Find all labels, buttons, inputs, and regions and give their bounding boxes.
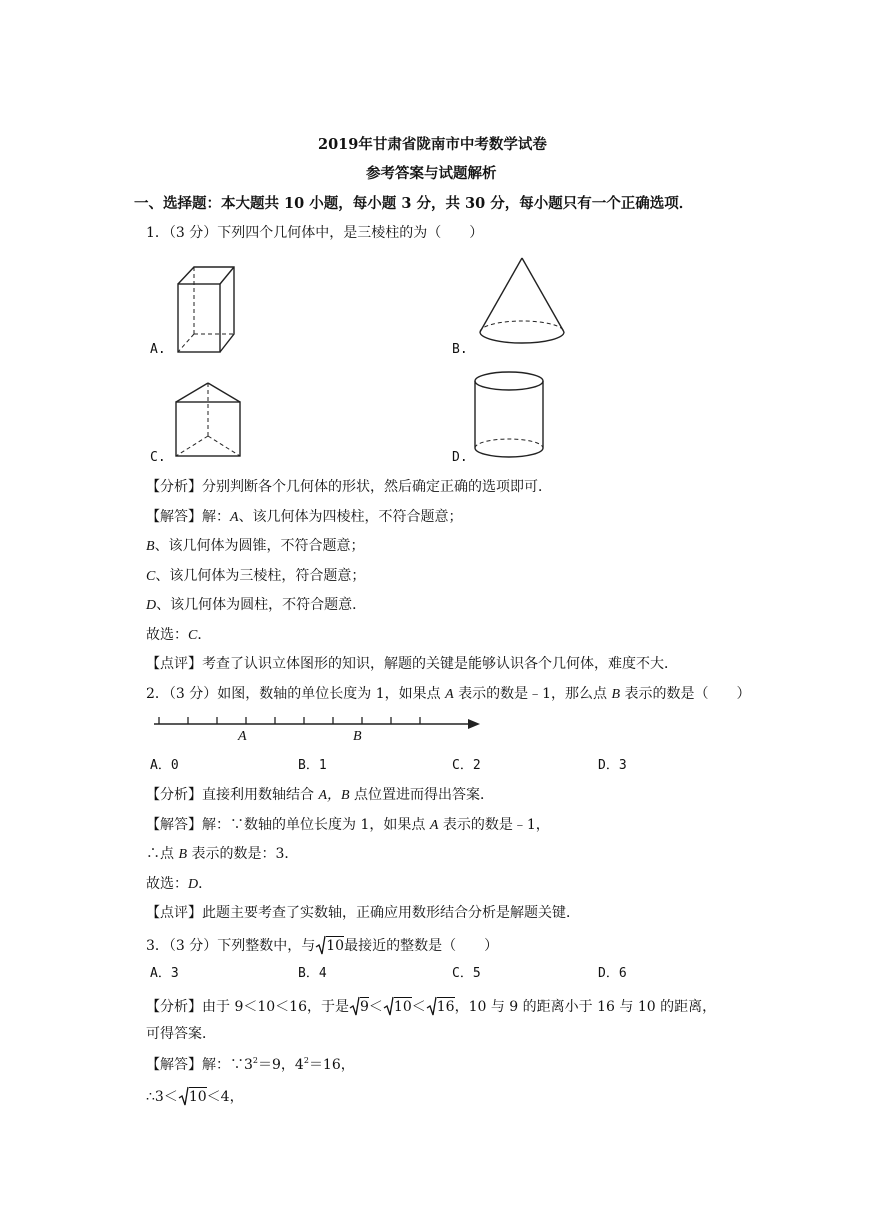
q1-solution-a: 【解答】解：A、该几何体为四棱柱，不符合题意； [146, 509, 463, 525]
q2-comment: 【点评】此题主要考查了实数轴，正确应用数形结合分析是解题关键． [146, 905, 580, 921]
page-subtitle: 参考答案与试题解析 [366, 165, 497, 182]
q1-option-c-label: C. [150, 450, 166, 465]
q1-comment: 【点评】考查了认识立体图形的知识，解题的关键是能够认识各个几何体，难度不大． [146, 656, 678, 672]
q3-analysis: 【分析】由于 9＜10＜16，于是 9＜ 10＜ 16，10 与 9 的距离小于 16 与 10 的距离， [146, 996, 716, 1016]
q1-answer: 故选：C． [146, 627, 212, 643]
q2-solution: 【解答】解：∵数轴的单位长度为 1，如果点 A 表示的数是﹣1， [146, 817, 550, 833]
q3-therefore: ∴3＜ 10＜4， [146, 1086, 244, 1106]
page-title: 2019年甘肃省陇南市中考数学试卷 [318, 136, 547, 153]
q2-option-c: C．2 [452, 758, 481, 773]
sqrt-10: 10 [178, 1086, 207, 1106]
q2-analysis: 【分析】直接利用数轴结合 A，B 点位置进而得出答案． [146, 787, 495, 803]
sqrt-10: 10 [383, 996, 412, 1016]
q2-option-d: D．3 [598, 758, 627, 773]
q2-therefore: ∴点 B 表示的数是：3． [146, 846, 299, 862]
q2-number-line [150, 712, 485, 744]
q2-option-b: B．1 [298, 758, 327, 773]
q1-option-b-label: B. [452, 342, 468, 357]
sqrt-9: 9 [349, 996, 369, 1016]
q3-option-a: A．3 [150, 966, 179, 981]
q1-option-a-label: A. [150, 342, 166, 357]
q1-solution-b: B、该几何体为圆锥，不符合题意； [146, 538, 365, 554]
q3-option-c: C．5 [452, 966, 481, 981]
section-heading: 一、选择题：本大题共 10 小题，每小题 3 分，共 30 分，每小题只有一个正确选项． [134, 195, 694, 212]
q2-axis-label-b: B [353, 729, 362, 744]
q3-solution: 【解答】解：$\because 3^2=9$，$4^2=16$， [146, 1056, 355, 1073]
q2-axis-label-a: A [238, 729, 247, 744]
q3-stem: 3．（3 分）下列整数中，与 10最接近的整数是（ ） [146, 935, 498, 955]
q1-figure-a-prism [170, 262, 245, 357]
q2-stem: 2．（3 分）如图，数轴的单位长度为 1，如果点 A 表示的数是﹣1，那么点 B 表示的数是（ ） [146, 686, 751, 702]
q1-figure-c-triangular-prism [170, 380, 246, 460]
q2-option-a: A．0 [150, 758, 179, 773]
q3-option-b: B．4 [298, 966, 327, 981]
sqrt-16: 16 [426, 996, 455, 1016]
q3-option-d: D．6 [598, 966, 627, 981]
q1-stem: 1．（3 分）下列四个几何体中，是三棱柱的为（ ） [146, 225, 484, 241]
q1-solution-c: C、该几何体为三棱柱，符合题意； [146, 568, 366, 584]
q1-solution-d: D、该几何体为圆柱，不符合题意． [146, 597, 367, 613]
q1-option-d-label: D. [452, 450, 468, 465]
q1-analysis: 【分析】分别判断各个几何体的形状，然后确定正确的选项即可． [146, 479, 552, 495]
q1-figure-b-cone [476, 254, 568, 350]
sqrt-10: 10 [315, 935, 344, 955]
q2-answer: 故选：D． [146, 876, 213, 892]
q1-figure-d-cylinder [470, 368, 548, 462]
q3-analysis-cont: 可得答案． [146, 1026, 216, 1042]
